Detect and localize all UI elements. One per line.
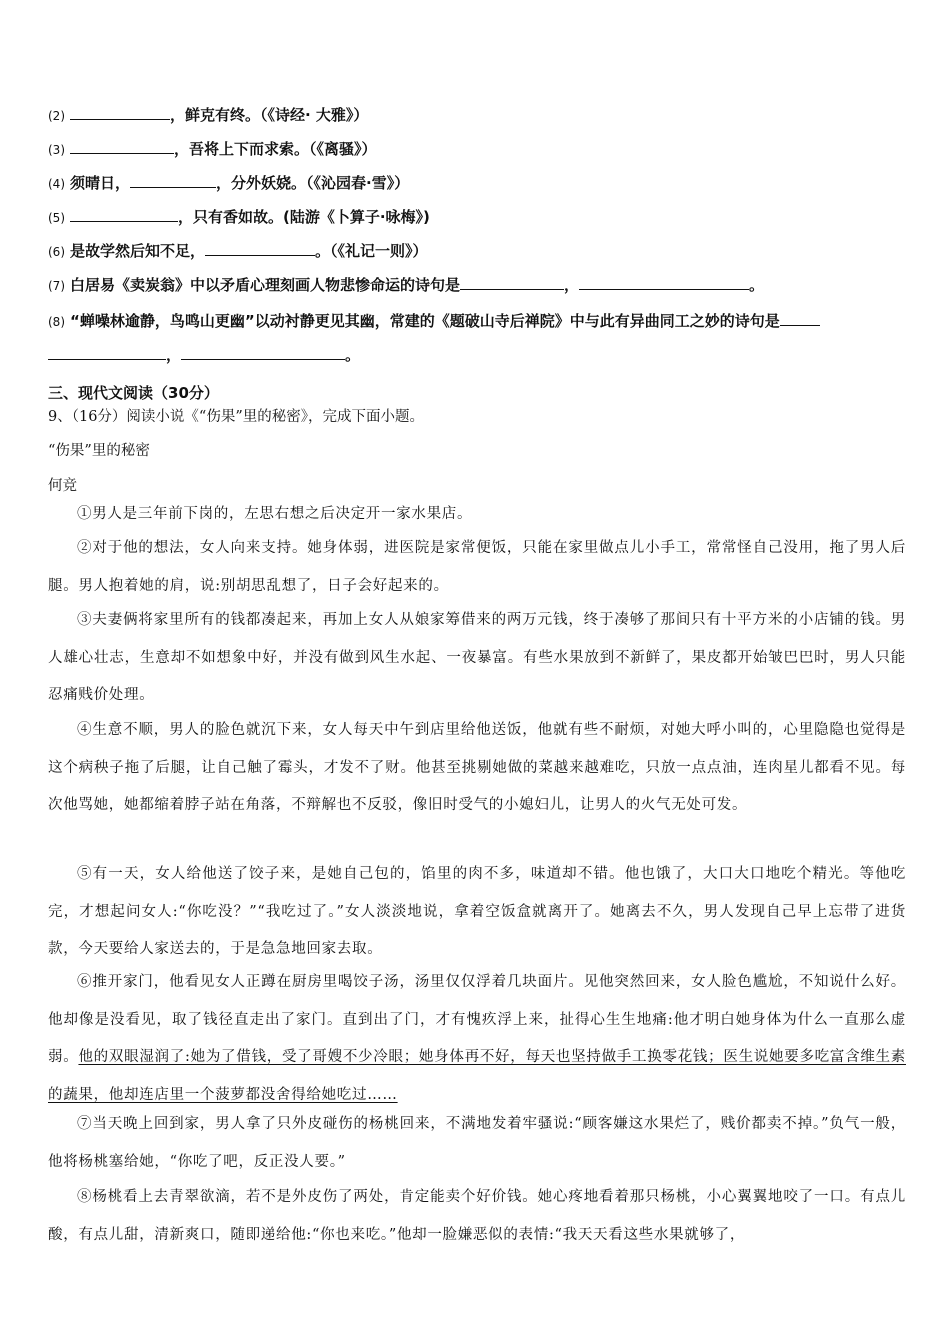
answer-blank[interactable] (780, 311, 820, 326)
question-text: 是故学然后知不足， (70, 242, 206, 260)
question-text: 须晴日， (70, 174, 131, 192)
question-text: ，吾将上下而求索。（《离骚》） (174, 140, 377, 158)
story-title: “伤果”里的秘密 (48, 443, 150, 459)
question-8-line2 (48, 344, 360, 365)
question-9-intro: 9、（16分）阅读小说《“伤果”里的秘密》，完成下面小题。 (48, 409, 424, 425)
answer-blank[interactable] (70, 139, 174, 154)
question-text: 白居易《卖炭翁》中以矛盾心理刻画人物悲惨命运的诗句是 (70, 276, 461, 294)
story-paragraph-6 (48, 964, 906, 1114)
answer-blank[interactable] (181, 345, 345, 360)
question-text: ，只有香如故。(陆游《卜算子·咏梅》) (178, 208, 430, 226)
question-number: (8) (48, 315, 65, 329)
question-text: “蝉噪林逾静，鸟鸣山更幽”以动衬静更见其幽，常建的《题破山寺后禅院》中与此有异曲同工之妙的诗句是 (70, 312, 780, 330)
question-number: (6) (48, 245, 65, 259)
story-paragraph-2: ②对于他的想法，女人向来支持。她身体弱，进医院是家常便饭，只能在家里做点儿小手工，常常怪自己没用，拖了男人后腿。男人抱着她的肩，说:别胡思乱想了，日子会好起来的。 (48, 540, 906, 594)
question-text: ， (564, 276, 580, 294)
answer-blank[interactable] (460, 275, 564, 290)
question-6 (48, 240, 428, 261)
question-number: (3) (48, 143, 65, 157)
story-paragraph-8: ⑧杨桃看上去青翠欲滴，若不是外皮伤了两处，肯定能卖个好价钱。她心疼地看着那只杨桃，小心翼翼地咬了一口。有点儿酸，有点儿甜，清新爽口，随即递给他:“你也来吃。”他却一脸嫌恶似的表情:“我天天看这些水果就够了， (48, 1189, 906, 1243)
question-3 (48, 138, 377, 159)
question-text: 。 (345, 346, 361, 364)
question-text: 。（《礼记一则》） (315, 242, 428, 260)
question-text: ，鲜克有终。（《诗经· 大雅》） (170, 106, 369, 124)
question-number: (2) (48, 109, 65, 123)
story-paragraph-3: ③夫妻俩将家里所有的钱都凑起来，再加上女人从娘家筹借来的两万元钱，终于凑够了那间只有十平方米的小店铺的钱。男人雄心壮志，生意却不如想象中好，并没有做到风生水起、一夜暴富。有些水果放到不新鲜了，果皮都开始皱巴巴时，男人只能忍痛贱价处理。 (48, 612, 906, 703)
question-2 (48, 104, 368, 125)
section-title: 三、现代文阅读（30分） (48, 384, 219, 402)
underlined-sentence: 他的双眼湿润了:她为了借钱，受了哥嫂不少冷眼；她身体再不好，每天也坚持做手工换零花钱；医生说她要多吃富含维生素的蔬果，他却连店里一个菠萝都没舍得给她吃过…… (48, 1049, 906, 1103)
answer-blank[interactable] (48, 345, 166, 360)
story-paragraph-1: ①男人是三年前下岗的，左思右想之后决定开一家水果店。 (77, 506, 473, 522)
question-number: (4) (48, 177, 65, 191)
question-number: (7) (48, 279, 65, 293)
question-7 (48, 274, 764, 295)
question-number: (5) (48, 211, 65, 225)
question-text: 。 (749, 276, 765, 294)
question-4 (48, 172, 409, 193)
answer-blank[interactable] (70, 207, 178, 222)
story-author: 何竞 (48, 478, 77, 494)
paragraph-text: ⑥推开家门，他看见女人正蹲在厨房里喝饺子汤，汤里仅仅浮着几块面片。见他突然回来，女人脸色尴尬，不知说什么好。他却像是没看见，取了钱径直走出了家门。直到出了门，才有愧疚浮上来，扯得心生生地痛:他才明白她身体为什么一直那么虚弱。 (48, 974, 906, 1065)
story-paragraph-4: ④生意不顺，男人的脸色就沉下来，女人每天中午到店里给他送饭，他就有些不耐烦，对她大呼小叫的，心里隐隐也觉得是这个病秧子拖了后腿，让自己触了霉头，才发不了财。他甚至挑剔她做的菜越来越难吃，只放一点点油，连肉星儿都看不见。每次他骂她，她都缩着脖子站在角落，不辩解也不反驳，像旧时受气的小媳妇儿，让男人的火气无处可发。 (48, 722, 906, 813)
question-text: ，分外妖娆。（《沁园春·雪》） (216, 174, 410, 192)
question-5 (48, 206, 430, 227)
story-paragraph-5: ⑤有一天，女人给他送了饺子来，是她自己包的，馅里的肉不多，味道却不错。他也饿了，大口大口地吃个精光。等他吃完，才想起问女人:“你吃没？”“我吃过了。”女人淡淡地说，拿着空饭盒就离开了。她离去不久，男人发现自己早上忘带了进货款，今天要给人家送去的，于是急急地回家去取。 (48, 866, 906, 957)
answer-blank[interactable] (205, 241, 315, 256)
answer-blank[interactable] (70, 105, 170, 120)
story-paragraph-7: ⑦当天晚上回到家，男人拿了只外皮碰伤的杨桃回来，不满地发着牢骚说:“顾客嫌这水果烂了，贱价都卖不掉。”负气一般，他将杨桃塞给她，“你吃了吧，反正没人要。” (48, 1116, 906, 1170)
question-text: ， (166, 346, 182, 364)
question-8 (48, 310, 820, 331)
answer-blank[interactable] (579, 275, 749, 290)
answer-blank[interactable] (130, 173, 216, 188)
